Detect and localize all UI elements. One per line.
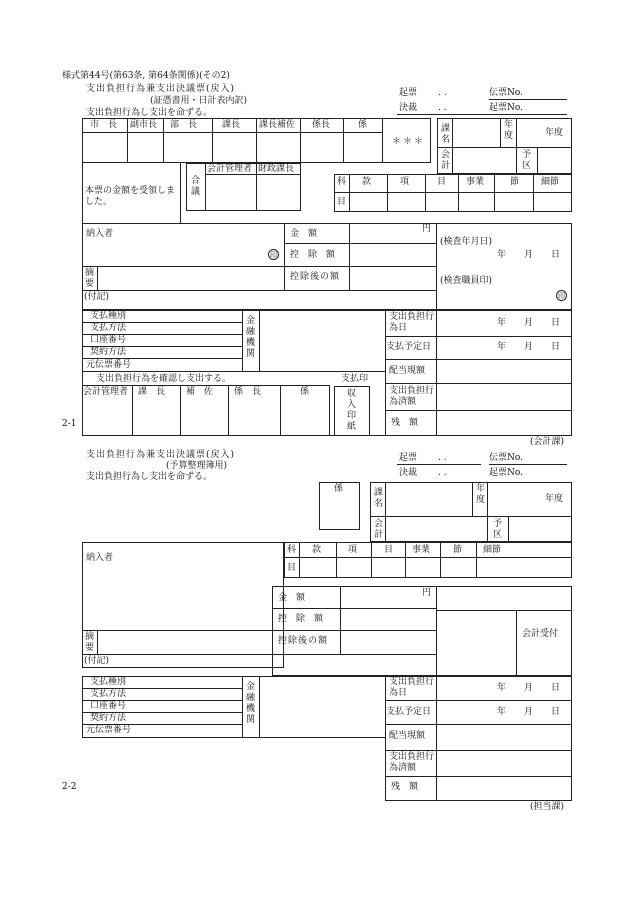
form-2-denpyo-no: 伝票No.	[489, 453, 523, 463]
form-2-ka: 科	[287, 545, 297, 555]
approver-kachohosa: 課長補佐	[259, 120, 296, 130]
form-2-kaikei: 会計	[373, 519, 383, 540]
form-1-seal-icon: 印	[270, 251, 277, 259]
form-2-futan-bi: 支出負担行為日	[389, 677, 435, 698]
form-2-setsu: 節	[453, 545, 463, 555]
form-1-yoku: 予区	[521, 150, 531, 171]
form-2-koza-bango: 口座番号	[90, 701, 127, 711]
form-2-kojo: 控 除 額	[278, 614, 324, 624]
gogi-zaisei-kacho: 財政課長	[258, 164, 295, 174]
form-1-zumigaku: 支出負担行為済額	[389, 386, 435, 407]
form-1-moku: 目	[337, 197, 347, 207]
form-1-nen: 年度	[503, 120, 513, 141]
approver-fukushicho: 副市長	[130, 120, 158, 130]
form-1-keiyaku-hoho: 契約方法	[90, 347, 127, 357]
form-1-setsu: 節	[510, 177, 520, 187]
form-2-kojogo: 控除後の額	[278, 636, 329, 646]
form-2-yoku: 予区	[492, 519, 502, 540]
form-2-kiso-label: 起票	[399, 453, 418, 463]
form-2-kou: 項	[348, 545, 358, 555]
approver-shicho: 市 長	[90, 120, 118, 130]
form-1-zangaku: 残 額	[391, 418, 419, 428]
role-kacho: 課 長	[138, 387, 166, 397]
form-2-yotei-bi-ymd: 年 月 日	[497, 707, 561, 717]
form-2-label: 2-2	[62, 782, 77, 792]
form-1-kensa-ymd: 年 月 日	[497, 250, 561, 260]
form-1-kensa-seal-icon: 印	[558, 292, 565, 300]
form-1-kojo: 控 除 額	[290, 250, 336, 260]
form-2-kakari: 係	[334, 484, 344, 494]
form-2-saisetsu: 細節	[483, 545, 502, 555]
form-2-yen: 円	[422, 588, 432, 598]
form-2-zumigaku: 支出負担行為済額	[389, 752, 435, 773]
form-1-denpyo-no: 伝票No.	[489, 88, 523, 98]
form-2-nen: 年度	[475, 484, 485, 505]
form-2-moku: 目	[287, 563, 297, 573]
form-2-haito: 配当現額	[389, 731, 426, 741]
form-2-shiharai-shubetsu: 支払種別	[90, 677, 127, 687]
form-2-title: 支出負担行為兼支出決議票(戻入)	[86, 450, 236, 460]
form-2-kingaku: 金 額	[278, 593, 306, 603]
form-1-kingaku: 金 額	[290, 229, 318, 239]
form-1-yotei-bi-ymd: 年 月 日	[497, 342, 561, 352]
form-2-mokucol: 目	[384, 545, 394, 555]
form-1-jigyo: 事業	[466, 177, 485, 187]
form-1-kiso-dots: . .	[438, 88, 447, 98]
gogi-kaikei-kanrisha: 会計管理者	[207, 164, 253, 174]
form-2-footer: (担当課)	[530, 802, 565, 812]
form-1-kaikei: 会計	[440, 150, 450, 171]
form-2-kessai-label: 決裁	[399, 468, 418, 478]
form-number: 様式第44号(第63条, 第64条関係)(その2)	[62, 71, 230, 81]
approver-kacho: 課長	[222, 120, 241, 130]
role-kakari: 係	[300, 387, 310, 397]
form-1-kiso-no: 起票No.	[489, 103, 523, 113]
form-1-footer: (会計課)	[530, 437, 565, 447]
form-1-kojogo: 控除後の額	[290, 272, 341, 282]
form-1-nendo: 年度	[545, 128, 564, 138]
approver-kakari: 係	[358, 120, 368, 130]
form-2-futan-bi-ymd: 年 月 日	[497, 683, 561, 693]
form-1-title: 支出負担行為兼支出決議票(戻入)	[86, 84, 236, 94]
form-2-kiso-no: 起票No.	[489, 468, 523, 478]
form-1-kiso-label: 起票	[399, 88, 418, 98]
form-2-yotei-bi: 支払予定日	[386, 707, 432, 717]
form-1-kessai-dots: . .	[438, 103, 447, 113]
form-2-kan: 款	[312, 545, 322, 555]
form-1-order: 支出負担行為し支出を命ずる。	[86, 108, 213, 118]
form-1-kessai-label: 決裁	[399, 103, 418, 113]
form-1-futan-bi: 支出負担行為日	[389, 312, 435, 333]
approver-bucho: 部 長	[170, 120, 198, 130]
form-2-pay-box	[82, 676, 572, 800]
form-2-keiyaku-hoho: 契約方法	[90, 713, 127, 723]
form-1-kinyu: 金融機関	[245, 316, 255, 359]
form-1-mokucol: 目	[437, 177, 447, 187]
role-hosa: 補 佐	[186, 387, 214, 397]
form-1-moto-denpyo: 元伝票番号	[86, 360, 132, 370]
form-1-koza-bango: 口座番号	[90, 335, 127, 345]
form-2-nendo: 年度	[545, 494, 564, 504]
form-2-moto-denpyo: 元伝票番号	[86, 725, 132, 735]
form-1-saisetsu: 細節	[541, 177, 560, 187]
form-1-fuki: (付記)	[84, 292, 110, 302]
form-1-kensa-date: (検査年月日)	[440, 237, 493, 247]
form-1-kensa-seal: (検査職員印)	[440, 276, 493, 286]
role-kakaricho: 係 長	[234, 387, 262, 397]
form-1-yen: 円	[422, 224, 432, 234]
form-2-order: 支出負担行為し支出を命ずる。	[86, 472, 213, 482]
form-1-haito: 配当現額	[389, 366, 426, 376]
form-1-ka: 科	[337, 177, 347, 187]
form-2-ka-mei: 課名	[373, 488, 383, 509]
form-1-confirm: 支出負担行為を確認し支出する。	[96, 374, 232, 384]
form-1-kan: 款	[362, 177, 372, 187]
form-1-label: 2-1	[62, 419, 77, 429]
form-1-yotei-bi: 支払予定日	[386, 342, 432, 352]
form-1-received: 本票の金額を受領しました。	[85, 186, 176, 207]
form-1-futan-bi-ymd: 年 月 日	[497, 318, 561, 328]
form-2-fuki: (付記)	[84, 656, 110, 666]
form-2-code-box	[370, 482, 572, 542]
form-1-kou: 項	[400, 177, 410, 187]
role-kaikei-kanrisha: 会計管理者	[83, 387, 129, 397]
form-2-nonyusha: 納入者	[86, 553, 114, 563]
form-2-kiso-dots: . .	[438, 453, 447, 463]
form-1-nonyusha: 納入者	[86, 229, 114, 239]
form-1-shiharai-shubetsu: 支払種別	[90, 311, 127, 321]
form-1-gogi: 合議	[190, 176, 200, 197]
form-1-ka-mei: 課名	[440, 124, 450, 145]
form-2-subtitle: (予算整理簿用)	[166, 461, 228, 471]
revenue-stamp-label: 収入印紙	[346, 389, 356, 432]
form-2-zangaku: 残 額	[391, 782, 419, 792]
form-1-shiharai-hoho: 支払方法	[90, 323, 127, 333]
approver-kakaricho: 係長	[312, 120, 331, 130]
form-1-subtitle: (証憑書用・日計表内訳)	[150, 96, 248, 106]
form-1-tekiyo: 摘要	[84, 268, 94, 289]
form-2-kaikei-uketsuke: 会計受付	[522, 629, 559, 639]
form-2-kinyu: 金融機関	[245, 682, 255, 725]
form-2-kessai-dots: . .	[438, 468, 447, 478]
form-1-shiharai-in: 支払印	[341, 374, 369, 384]
asterisk-mark: ＊＊＊	[392, 137, 426, 147]
form-2-shiharai-hoho: 支払方法	[90, 689, 127, 699]
form-2-tekiyo: 摘要	[84, 632, 94, 653]
form-2-jigyo: 事業	[412, 545, 431, 555]
